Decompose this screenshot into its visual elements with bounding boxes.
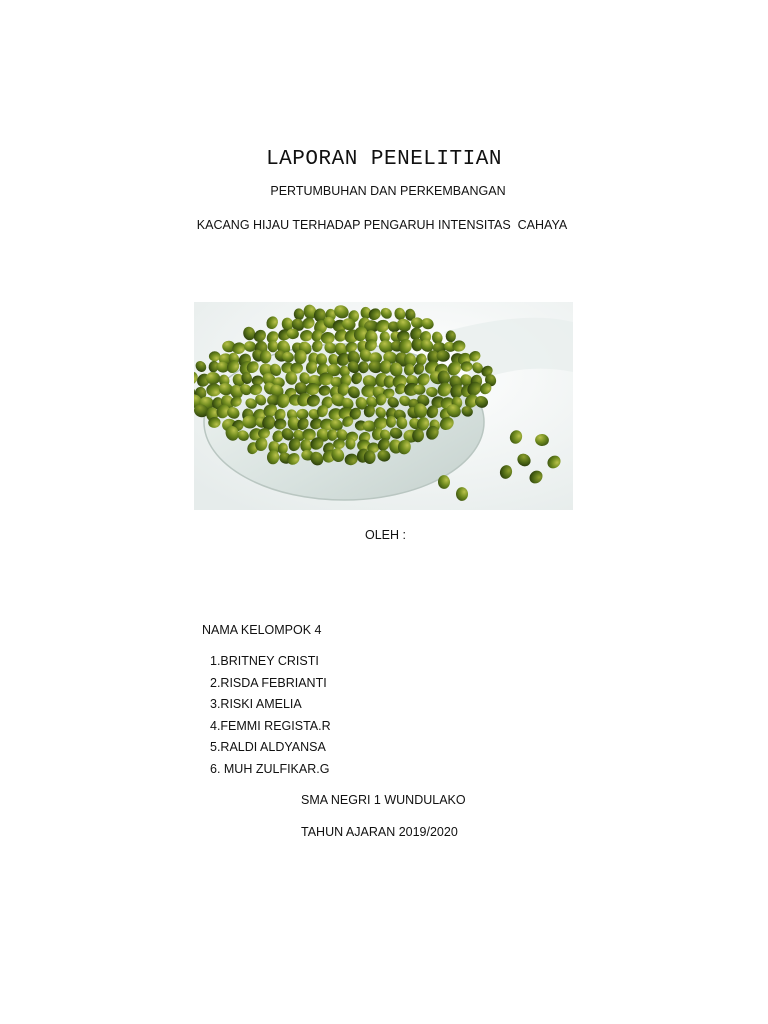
subtitle-line-2: KACANG HIJAU TERHADAP PENGARUH INTENSITAS CAHAYA xyxy=(196,218,568,232)
member-1: 1.BRITNEY CRISTI xyxy=(210,654,319,668)
school-name: SMA NEGRI 1 WUNDULAKO xyxy=(301,793,466,807)
member-2: 2.RISDA FEBRIANTI xyxy=(210,676,327,690)
member-4: 4.FEMMI REGISTA.R xyxy=(210,719,331,733)
by-label: OLEH : xyxy=(365,528,406,542)
member-3: 3.RISKI AMELIA xyxy=(210,697,302,711)
bean xyxy=(364,450,376,464)
member-6: 6. MUH ZULFIKAR.G xyxy=(210,762,330,776)
member-5: 5.RALDI ALDYANSA xyxy=(210,740,326,754)
subtitle-line-1: PERTUMBUHAN DAN PERKEMBANGAN xyxy=(270,184,506,198)
report-title: LAPORAN PENELITIAN xyxy=(266,148,502,171)
cover-image xyxy=(194,302,573,510)
academic-year: TAHUN AJARAN 2019/2020 xyxy=(301,825,458,839)
bean xyxy=(242,416,257,429)
group-label: NAMA KELOMPOK 4 xyxy=(202,623,322,637)
mung-beans-illustration xyxy=(194,302,573,510)
